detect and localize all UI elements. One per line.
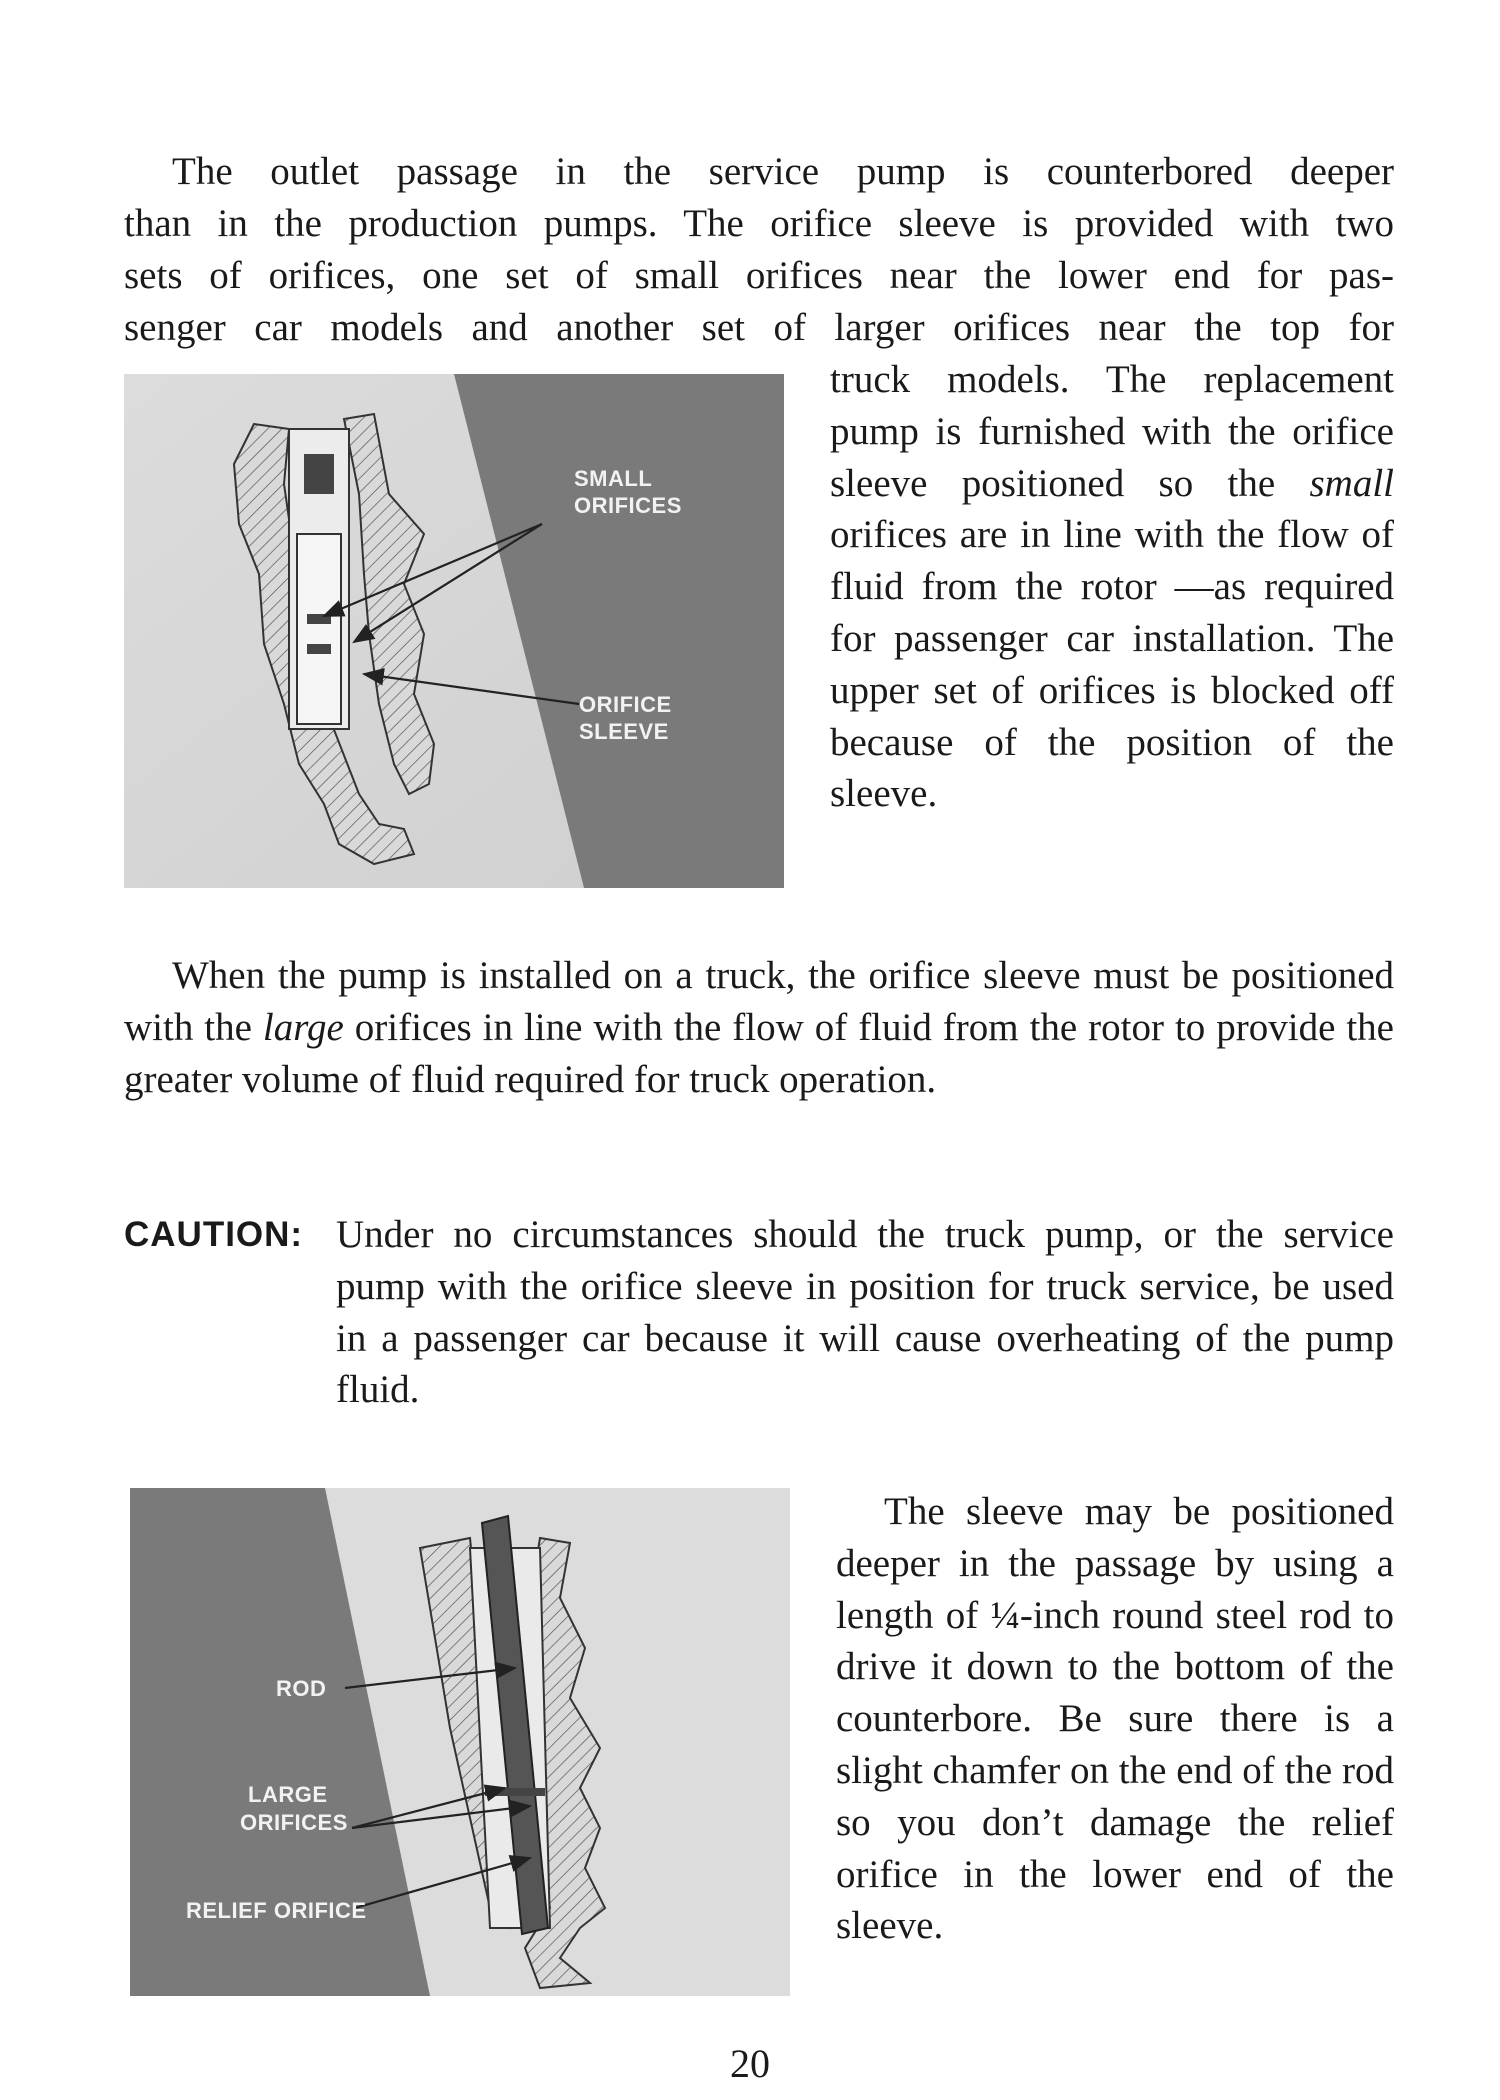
p2-italic: large — [262, 1005, 344, 1049]
p2-b: orifices in line with the flow of fluid from the rotor to provide the greater volume of fluid required for truck operation. — [124, 1005, 1394, 1101]
paragraph-2 — [124, 950, 1394, 1105]
caution-text: Under no circumstances should the truck pump, or the service pump with the orifice sleeve in position for truck service, be used in a passenger car because it will cause overheating of the pump fluid. — [336, 1213, 1394, 1412]
label-orifices: ORIFICES — [574, 493, 682, 518]
p1-line-2: than in the production pumps. The orifice sleeve is provided with two — [124, 202, 1394, 245]
label-orifice: ORIFICE — [579, 692, 672, 717]
p1-line-4: senger car models and another set of larger orifices near the top for — [124, 306, 1394, 349]
p2-a: When the pump is installed on a truck, the orifice sleeve must be positioned with the — [124, 954, 1394, 1049]
p1-side-b: orifices are in line with the flow of fluid from the rotor —as required for passenger car installation. The upper set of orifices is blocked off because of the position of the sleeve. — [830, 513, 1394, 816]
pump-cross-section-illustration-2 — [130, 1488, 790, 1996]
paragraph-3: The sleeve may be positioned deeper in the passage by using a length of ¼-inch round steel rod to drive it down to the bottom of the counterbore. Be sure there is a slight chamfer on the end of the rod so you don’t damage the relief orifice in the lower end of the sleeve. — [836, 1490, 1394, 1948]
p1-line-3: sets of orifices, one set of small orifices near the lower end for pas- — [124, 254, 1394, 297]
pump-cross-section-illustration-1 — [124, 374, 784, 888]
label-small: SMALL — [574, 466, 653, 491]
figure-large-orifices — [130, 1488, 790, 1996]
label-large: LARGE — [248, 1782, 328, 1807]
page-number: 20 — [730, 2041, 770, 2086]
figure-small-orifices — [124, 374, 784, 888]
label-relief-orifice: RELIEF ORIFICE — [186, 1898, 367, 1923]
caution-label: CAUTION: — [124, 1215, 304, 1254]
p1-side-text — [830, 354, 1394, 820]
p1-line-1: The outlet passage in the service pump is counterbored deeper — [172, 150, 1394, 193]
label-orifices-2: ORIFICES — [240, 1810, 348, 1835]
label-rod: ROD — [276, 1676, 327, 1701]
p1-side-italic: small — [1309, 461, 1394, 505]
label-sleeve: SLEEVE — [579, 719, 669, 744]
p1-side-a: truck models. The replacement pump is furnished with the orifice sleeve positioned so the — [830, 358, 1394, 505]
